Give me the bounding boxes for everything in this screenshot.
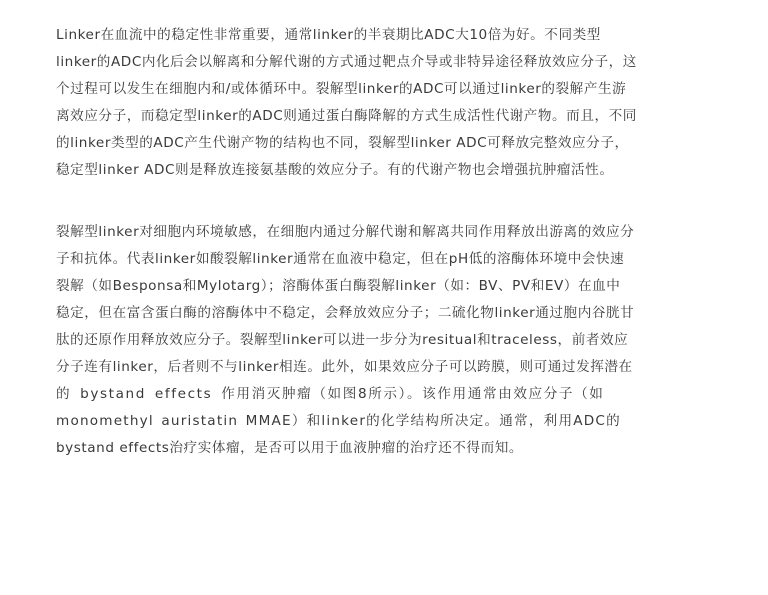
text-line: 的linker类型的ADC产生代谢产物的结构也不同，裂解型linker ADC可释放完整效应分子， xyxy=(56,135,629,151)
text-line: monomethyl auristatin MMAE）和linker的化学结构所决定。通常，利用ADC的 xyxy=(56,413,621,429)
text-line: 稳定型linker ADC则是释放连接氨基酸的效应分子。有的代谢产物也会增强抗肿瘤活性。 xyxy=(56,162,614,178)
paragraph-gap xyxy=(56,184,736,219)
text-line: 分子连有linker，后者则不与linker相连。此外，如果效应分子可以跨膜，则可通过发挥潜在 xyxy=(56,359,633,375)
text-line: 肽的还原作用释放效应分子。裂解型linker可以进一步分为resitual和traceless，前者效应 xyxy=(56,332,629,348)
text-line: 裂解（如Besponsa和Mylotarg）；溶酶体蛋白酶裂解linker（如：BV、PV和EV）在血中 xyxy=(56,278,621,294)
text-line: 个过程可以发生在细胞内和/或体循环中。裂解型linker的ADC可以通过linker的裂解产生游 xyxy=(56,81,627,97)
text-line: linker的ADC内化后会以解离和分解代谢的方式通过靶点介导或非特异途径释放效应分子，这 xyxy=(56,54,637,70)
article-body xyxy=(56,22,736,462)
text-line: 离效应分子，而稳定型linker的ADC则通过蛋白酶降解的方式生成活性代谢产物。而且，不同 xyxy=(56,108,637,124)
text-line: 的 bystand effects 作用消灭肿瘤（如图8所示）。该作用通常由效应分子（如 xyxy=(56,386,605,402)
text-line: 子和抗体。代表linker如酸裂解linker通常在血液中稳定，但在pH低的溶酶体环境中会快速 xyxy=(56,251,625,267)
paragraph-linker-stability xyxy=(56,22,736,184)
text-line: 稳定，但在富含蛋白酶的溶酶体中不稳定，会释放效应分子；二硫化物linker通过胞内谷胱甘 xyxy=(56,305,635,321)
text-line: Linker在血流中的稳定性非常重要，通常linker的半衰期比ADC大10倍为好。不同类型 xyxy=(56,27,601,43)
text-line: 裂解型linker对细胞内环境敏感，在细胞内通过分解代谢和解离共同作用释放出游离的效应分 xyxy=(56,224,635,240)
paragraph-cleavable-linker xyxy=(56,219,736,462)
text-line: bystand effects治疗实体瘤，是否可以用于血液肿瘤的治疗还不得而知。 xyxy=(56,440,524,456)
